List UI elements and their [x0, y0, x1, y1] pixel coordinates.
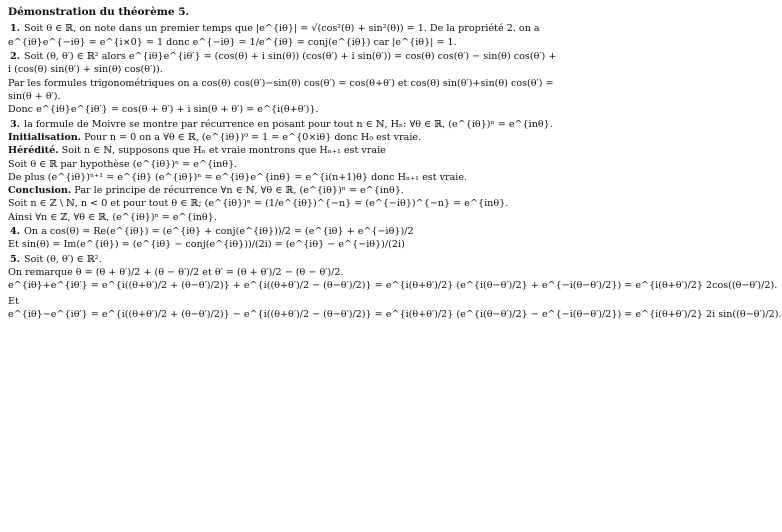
item-text: Et: [8, 295, 19, 307]
item-number: 1.: [10, 23, 21, 35]
item-number: 2.: [10, 51, 21, 62]
item-text: Soit n ∈ ℤ \ ℕ, n < 0 et pour tout θ ∈ ℝ; (e^{iθ})ⁿ = (1/e^{iθ})^{−n} = (e^{−iθ})^{−n} = e^{inθ}.: [8, 198, 509, 210]
item-text: Par le principe de récurrence ∀n ∈ ℕ, ∀θ ∈ ℝ, (e^{iθ})ⁿ = e^{inθ}.: [74, 185, 404, 197]
item-text: Ainsi ∀n ∈ ℤ, ∀θ ∈ ℝ, (e^{iθ})ⁿ = e^{inθ}.: [8, 211, 217, 223]
item-number: 5.: [10, 253, 21, 265]
item-text: Soit θ ∈ ℝ, on note dans un premier temps que |e^{iθ}| = √(cos²(θ) + sin²(θ)) = 1. De la propriété 2. on a: [24, 23, 540, 35]
item-text: Soit θ ∈ ℝ par hypothèse (e^{iθ})ⁿ = e^{inθ}.: [8, 158, 238, 170]
item-text: i (cos(θ) sin(θ′) + sin(θ) cos(θ′)).: [8, 64, 163, 76]
label-bold: Hérédité.: [8, 145, 59, 157]
formula: e^{iθ}−e^{iθ′} = e^{i((θ+θ′)/2 + (θ−θ′)/2)} − e^{i((θ+θ′)/2 − (θ−θ′)/2)} = e^{i(θ+θ′)/2} (e^{i(θ−θ′)/2} − e^{−i(θ−θ′)/2}) = e^{i(θ+θ′)/2} 2i sin((θ−θ′)/2).: [8, 308, 782, 320]
item-1: [8, 23, 580, 48]
item-text: De plus (e^{iθ})ⁿ⁺¹ = e^{iθ} (e^{iθ})ⁿ = e^{iθ}e^{inθ} = e^{i(n+1)θ} donc Hₙ₊₁ est vraie.: [8, 171, 468, 183]
item-text: Donc e^{iθ}e^{iθ′} = cos(θ + θ′) + i sin(θ + θ′) = e^{i(θ+θ′)}.: [8, 104, 319, 116]
label-bold: Conclusion.: [8, 185, 72, 197]
item-number: 4.: [10, 226, 21, 238]
page-title: Démonstration du théorème 5.: [8, 6, 190, 18]
item-2: [8, 51, 580, 116]
item-5: [8, 253, 782, 321]
item-text: Pour n = 0 on a ∀θ ∈ ℝ, (e^{iθ})⁰ = 1 = e^{0×iθ} donc H₀ est vraie.: [84, 131, 422, 143]
item-text: Soit (θ, θ′) ∈ ℝ² alors e^{iθ}e^{iθ′} = (cos(θ) + i sin(θ)) (cos(θ′) + i sin(θ′)) = cos(θ) cos(θ′) − sin(θ) cos(θ′) +: [24, 51, 557, 62]
item-text: Soit (θ, θ′) ∈ ℝ².: [24, 253, 102, 265]
item-text: e^{iθ}e^{−iθ} = e^{i×0} = 1 donc e^{−iθ} = 1/e^{iθ} = conj(e^{iθ}) car |e^{iθ}| = 1.: [8, 36, 457, 48]
item-number: 3.: [10, 118, 21, 130]
label-bold: Initialisation.: [8, 131, 82, 143]
item-text: On a cos(θ) = Re(e^{iθ}) = (e^{iθ} + conj(e^{iθ}))/2 = (e^{iθ} + e^{−iθ})/2: [24, 226, 414, 238]
item-text: la formule de Moivre se montre par récurrence en posant pour tout n ∈ ℕ, Hₙ: ∀θ ∈ ℝ, (e^{iθ})ⁿ = e^{inθ}.: [24, 118, 553, 130]
item-text: Et sin(θ) = Im(e^{iθ}) = (e^{iθ} − conj(e^{iθ}))/(2i) = (e^{iθ} − e^{−iθ})/(2i): [8, 239, 405, 251]
formula: e^{iθ}+e^{iθ′} = e^{i((θ+θ′)/2 + (θ−θ′)/2)} + e^{i((θ+θ′)/2 − (θ−θ′)/2)} = e^{i(θ+θ′)/2} (e^{i(θ−θ′)/2} + e^{−i(θ−θ′)/2}) = e^{i(θ+θ′)/2} 2cos((θ−θ′)/2).: [8, 280, 778, 292]
item-text: sin(θ + θ′).: [8, 90, 61, 102]
item-4: [8, 226, 580, 251]
item-3: [8, 119, 580, 224]
item-text: Soit n ∈ ℕ, supposons que Hₙ et vraie montrons que Hₙ₊₁ est vraie: [61, 145, 386, 157]
item-text: Par les formules trigonométriques on a cos(θ) cos(θ′)−sin(θ) cos(θ′) = cos(θ+θ′) et cos(θ) sin(θ′)+sin(θ) cos(θ′) =: [8, 77, 554, 89]
item-text: On remarque θ = (θ + θ′)/2 + (θ − θ′)/2 et θ′ = (θ + θ′)/2 − (θ − θ′)/2.: [8, 267, 344, 278]
